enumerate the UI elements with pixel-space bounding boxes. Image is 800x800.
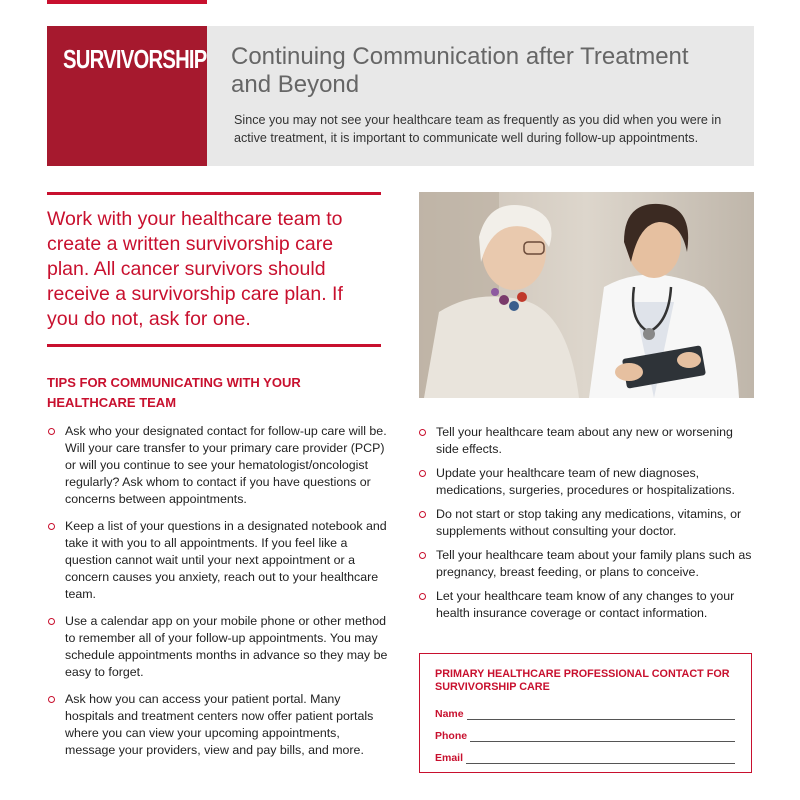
list-item xyxy=(47,518,392,603)
name-label: Name xyxy=(435,708,464,720)
bullet-icon xyxy=(419,429,426,436)
email-field[interactable] xyxy=(435,748,735,764)
tip-text: Tell your healthcare team about any new or worsening side effects. xyxy=(436,425,733,456)
header-banner xyxy=(47,26,754,166)
bullet-icon xyxy=(48,523,55,530)
tip-text: Do not start or stop taking any medications, vitamins, or supplements without consulting your doctor. xyxy=(436,507,742,538)
contact-form-box xyxy=(419,653,752,773)
care-plan-callout: Work with your healthcare team to create a written survivorship care plan. All cancer survivors should receive a survivorship care plan. If you do not, ask for one. xyxy=(47,208,343,330)
callout-top-rule xyxy=(47,192,381,195)
phone-label: Phone xyxy=(435,730,468,742)
doctor-patient-photo xyxy=(419,192,754,398)
list-item xyxy=(418,588,758,622)
section-label: SURVIVORSHIP xyxy=(63,44,207,74)
bullet-icon xyxy=(48,428,55,435)
tips-heading: TIPS FOR COMMUNICATING WITH YOUR HEALTHCARE TEAM xyxy=(47,375,301,410)
callout-bottom-rule xyxy=(47,344,381,347)
name-line[interactable] xyxy=(467,707,735,720)
tip-text: Update your healthcare team of new diagnoses, medications, surgeries, procedures or hospitalizations. xyxy=(436,466,735,497)
tip-text: Keep a list of your questions in a designated notebook and take it with you to all appointments. If you feel like a question cannot wait until your next appointment or a concern causes you anxiety, reach out to your healthcare team. xyxy=(65,519,387,601)
name-field[interactable] xyxy=(435,704,735,720)
bullet-icon xyxy=(419,470,426,477)
bullet-icon xyxy=(419,511,426,518)
intro-text: Since you may not see your healthcare team as frequently as you did when you were in active treatment, it is important to communicate well during follow-up appointments. xyxy=(234,113,722,145)
list-item xyxy=(418,547,758,581)
bullet-icon xyxy=(419,552,426,559)
tip-text: Ask how you can access your patient portal. Many hospitals and treatment centers now offer patient portals where you can view your upcoming appointments, message your providers, view and pay bills, and more. xyxy=(65,692,374,757)
bullet-icon xyxy=(48,696,55,703)
tips-list-right xyxy=(418,424,758,629)
phone-field[interactable] xyxy=(435,726,735,742)
page-title: Continuing Communication after Treatment and Beyond xyxy=(231,43,689,98)
email-line[interactable] xyxy=(466,751,735,764)
phone-line[interactable] xyxy=(470,729,735,742)
email-label: Email xyxy=(435,752,464,764)
top-accent-bar xyxy=(47,0,207,4)
tip-text: Let your healthcare team know of any changes to your health insurance coverage or contact information. xyxy=(436,589,735,620)
list-item xyxy=(47,613,392,681)
list-item xyxy=(47,691,392,759)
bullet-icon xyxy=(419,593,426,600)
list-item xyxy=(47,423,392,508)
contact-heading: PRIMARY HEALTHCARE PROFESSIONAL CONTACT FOR SURVIVORSHIP CARE xyxy=(435,668,730,693)
tips-list-left xyxy=(47,423,392,769)
list-item xyxy=(418,506,758,540)
tip-text: Ask who your designated contact for follow-up care will be. Will your care transfer to your primary care provider (PCP) or will you continue to see your hematologist/oncologist regularly? Ask whom to contact if you have questions or concerns between appointments. xyxy=(65,424,387,506)
photo-illustration xyxy=(419,192,754,398)
tip-text: Use a calendar app on your mobile phone or other method to remember all of your follow-up appointments. You may schedule appointments months in advance so they may be easy to forget. xyxy=(65,614,388,679)
list-item xyxy=(418,465,758,499)
list-item xyxy=(418,424,758,458)
section-label-box xyxy=(47,26,207,166)
tip-text: Tell your healthcare team about your family plans such as pregnancy, breast feeding, or plans to conceive. xyxy=(436,548,752,579)
bullet-icon xyxy=(48,618,55,625)
